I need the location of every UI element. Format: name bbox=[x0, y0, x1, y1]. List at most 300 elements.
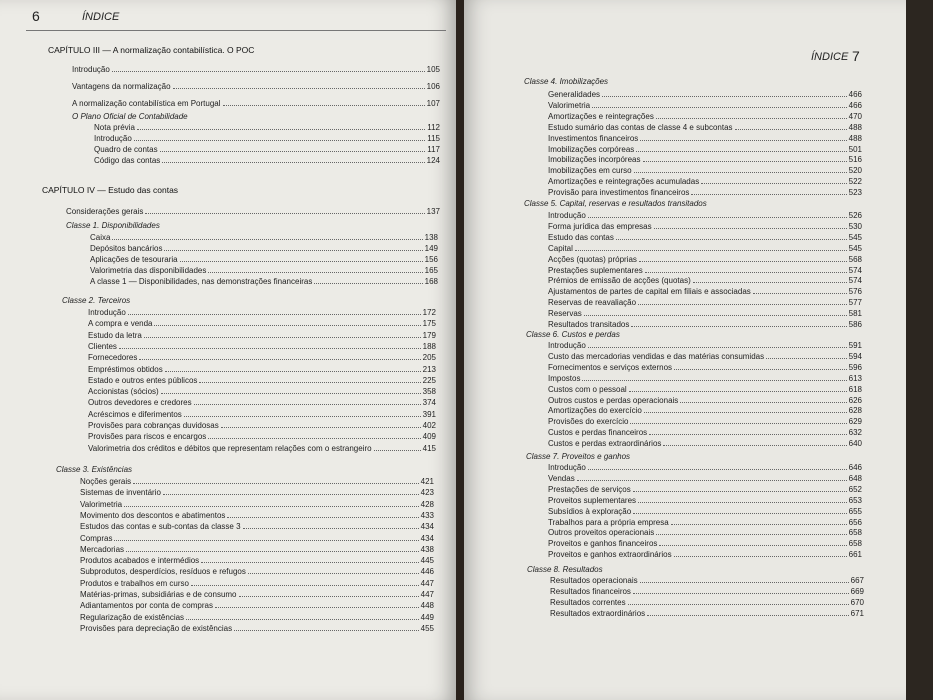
entry-label: Produtos e trabalhos em curso bbox=[80, 578, 189, 588]
toc-entry bbox=[548, 210, 862, 221]
entry-page: 402 bbox=[422, 421, 436, 430]
entry-page: 168 bbox=[424, 277, 438, 286]
dot-leader bbox=[647, 615, 848, 616]
entry-page: 594 bbox=[848, 351, 862, 361]
toc-entry bbox=[548, 176, 862, 187]
dot-leader bbox=[636, 151, 846, 152]
entry-label: Estado e outros entes públicos bbox=[88, 375, 198, 385]
toc-entry bbox=[548, 89, 862, 100]
dot-leader bbox=[114, 540, 418, 541]
entry-page: 646 bbox=[848, 463, 862, 472]
class-heading: Classe 2. Terceiros bbox=[62, 296, 131, 305]
dot-leader bbox=[173, 88, 425, 89]
toc-entry bbox=[548, 495, 862, 506]
toc-entry bbox=[94, 122, 440, 133]
entry-page: 640 bbox=[848, 439, 862, 449]
entry-page: 530 bbox=[848, 221, 862, 231]
entry-label: Capital bbox=[548, 243, 573, 253]
entry-label: Imobilizações incorpóreas bbox=[548, 155, 641, 165]
toc-entry bbox=[88, 375, 436, 386]
toc-entry bbox=[548, 275, 862, 286]
entry-page: 488 bbox=[848, 133, 862, 143]
entry-page: 628 bbox=[848, 406, 862, 416]
entry-label: A normalização contabilística em Portugal bbox=[72, 99, 221, 108]
entry-page: 106 bbox=[426, 82, 440, 91]
entry-label: Impostos bbox=[548, 373, 581, 383]
toc-entry bbox=[548, 187, 862, 198]
entry-page: 105 bbox=[426, 65, 440, 74]
toc-entry bbox=[548, 254, 862, 265]
entry-label: Adiantamentos por conta de compras bbox=[80, 601, 213, 611]
entry-page: 656 bbox=[848, 517, 862, 527]
toc-entry bbox=[90, 265, 438, 276]
toc-entry bbox=[90, 243, 438, 254]
dot-leader bbox=[575, 250, 847, 251]
entry-label: Outros devedores e credores bbox=[88, 398, 192, 408]
toc-entry bbox=[548, 243, 862, 254]
left-page bbox=[0, 0, 456, 700]
toc-entry bbox=[548, 165, 862, 176]
dot-leader bbox=[128, 314, 421, 315]
dot-leader bbox=[638, 304, 847, 305]
dot-leader bbox=[633, 593, 849, 594]
dot-leader bbox=[112, 239, 422, 240]
entry-page: 447 bbox=[420, 578, 434, 588]
entry-label: Introdução bbox=[548, 463, 586, 472]
toc-entry bbox=[548, 286, 862, 297]
entry-label: Movimento dos descontos e abatimentos bbox=[80, 510, 226, 520]
dot-leader bbox=[124, 506, 419, 507]
entry-label: Introdução bbox=[548, 341, 586, 350]
entry-label: Accionistas (sócios) bbox=[88, 387, 159, 397]
entry-label: Reservas bbox=[548, 309, 582, 319]
toc-entry bbox=[80, 589, 434, 600]
dot-leader bbox=[374, 450, 421, 451]
dot-leader bbox=[588, 469, 847, 470]
dot-leader bbox=[582, 380, 846, 381]
entry-label: Depósitos bancários bbox=[90, 244, 163, 253]
dot-leader bbox=[674, 556, 847, 557]
dot-leader bbox=[243, 528, 419, 529]
entry-label: Caixa bbox=[90, 233, 111, 242]
dot-leader bbox=[186, 619, 419, 620]
entry-label: Prémios de emissão de acções (quotas) bbox=[548, 276, 691, 286]
entry-page: 117 bbox=[427, 145, 440, 154]
toc-entry bbox=[548, 484, 862, 495]
section-heading: O Plano Oficial de Contabilidade bbox=[72, 112, 188, 121]
toc-entry bbox=[88, 443, 436, 454]
toc-entry bbox=[548, 395, 862, 406]
dot-leader bbox=[227, 517, 418, 518]
entry-label: Fornecimentos e serviços externos bbox=[548, 362, 673, 372]
toc-entry bbox=[548, 111, 862, 122]
entry-label: A classe 1 — Disponibilidades, nas demonstrações financeiras bbox=[90, 277, 313, 286]
entry-page: 138 bbox=[424, 233, 438, 242]
entry-page: 669 bbox=[850, 586, 864, 596]
entry-page: 172 bbox=[422, 308, 436, 317]
dot-leader bbox=[215, 607, 419, 608]
entry-label: Proveitos suplementares bbox=[548, 495, 637, 505]
entry-label: Acréscimos e diferimentos bbox=[88, 409, 182, 419]
toc-entry bbox=[90, 276, 438, 287]
entry-page: 658 bbox=[848, 528, 862, 538]
class-heading: Classe 6. Custos e perdas bbox=[526, 330, 620, 339]
dot-leader bbox=[139, 359, 420, 360]
entry-page: 428 bbox=[420, 499, 434, 509]
entry-page: 629 bbox=[848, 417, 862, 427]
dot-leader bbox=[180, 261, 423, 262]
dot-leader bbox=[644, 412, 847, 413]
entry-page: 586 bbox=[848, 320, 862, 329]
dot-leader bbox=[693, 282, 847, 283]
entry-page: 632 bbox=[848, 428, 862, 438]
dot-leader bbox=[191, 585, 419, 586]
toc-entry bbox=[80, 487, 434, 498]
entry-page: 124 bbox=[426, 156, 440, 165]
dot-leader bbox=[165, 371, 421, 372]
dot-leader bbox=[654, 228, 847, 229]
entry-page: 156 bbox=[424, 255, 438, 264]
entry-page: 545 bbox=[848, 243, 862, 253]
toc-entry bbox=[548, 517, 862, 528]
entry-page: 115 bbox=[427, 134, 440, 143]
toc-entry bbox=[88, 397, 436, 408]
toc-entry bbox=[80, 499, 434, 510]
toc-entry bbox=[88, 364, 436, 375]
entry-page: 667 bbox=[850, 576, 864, 585]
entry-label: Introdução bbox=[548, 211, 586, 220]
toc-entry bbox=[548, 154, 862, 165]
toc-entry bbox=[548, 549, 862, 560]
dot-leader bbox=[137, 129, 425, 130]
toc-entry bbox=[90, 254, 438, 265]
dot-leader bbox=[588, 347, 847, 348]
entry-page: 391 bbox=[422, 409, 436, 419]
class-heading: Classe 4. Imobilizações bbox=[524, 77, 609, 86]
entry-page: 613 bbox=[848, 373, 862, 383]
entry-page: 446 bbox=[420, 567, 434, 577]
entry-page: 179 bbox=[422, 330, 436, 340]
entry-label: Mercadorias bbox=[80, 544, 125, 554]
dot-leader bbox=[633, 513, 846, 514]
entry-page: 466 bbox=[848, 90, 862, 99]
entry-label: Resultados operacionais bbox=[550, 576, 638, 585]
toc-entry bbox=[88, 431, 436, 442]
entry-label: Generalidades bbox=[548, 90, 601, 99]
toc-entry bbox=[80, 612, 434, 623]
dot-leader bbox=[735, 129, 847, 130]
toc-entry bbox=[72, 64, 440, 75]
entry-page: 655 bbox=[848, 506, 862, 516]
dot-leader bbox=[645, 272, 847, 273]
dot-leader bbox=[640, 582, 849, 583]
entry-label: Valorimetria bbox=[548, 100, 591, 110]
entry-page: 188 bbox=[422, 341, 436, 351]
dot-leader bbox=[577, 480, 847, 481]
entry-label: Prestações de serviços bbox=[548, 484, 631, 494]
entry-label: Vendas bbox=[548, 473, 575, 483]
dot-leader bbox=[126, 551, 419, 552]
toc-entry bbox=[548, 506, 862, 517]
right-page bbox=[464, 0, 906, 700]
entry-page: 581 bbox=[848, 309, 862, 319]
dot-leader bbox=[162, 162, 424, 163]
entry-label: Compras bbox=[80, 533, 113, 543]
dot-leader bbox=[663, 445, 846, 446]
dot-leader bbox=[630, 423, 846, 424]
dot-leader bbox=[592, 107, 847, 108]
entry-page: 670 bbox=[850, 597, 864, 607]
chapter-title: CAPÍTULO III — A normalização contabilística. O POC bbox=[48, 45, 255, 55]
toc-entry bbox=[548, 538, 862, 549]
dot-leader bbox=[633, 491, 847, 492]
entry-page: 671 bbox=[850, 608, 864, 618]
entry-label: Reservas de reavaliação bbox=[548, 298, 637, 308]
dot-leader bbox=[656, 534, 846, 535]
toc-entry bbox=[66, 206, 440, 217]
toc-entry bbox=[550, 597, 864, 608]
entry-page: 434 bbox=[420, 522, 434, 532]
dot-leader bbox=[701, 183, 846, 184]
entry-page: 661 bbox=[848, 550, 862, 560]
dot-leader bbox=[680, 402, 846, 403]
entry-page: 438 bbox=[420, 544, 434, 554]
entry-page: 577 bbox=[848, 298, 862, 308]
dot-leader bbox=[161, 393, 421, 394]
entry-label: Provisões para cobranças duvidosas bbox=[88, 421, 219, 430]
toc-entry bbox=[88, 318, 436, 329]
toc-entry bbox=[548, 351, 862, 362]
dot-leader bbox=[674, 369, 847, 370]
dot-leader bbox=[638, 502, 847, 503]
toc-entry bbox=[80, 521, 434, 532]
entry-page: 618 bbox=[848, 384, 862, 394]
toc-entry bbox=[72, 81, 440, 92]
toc-entry bbox=[548, 405, 862, 416]
header-rule bbox=[26, 30, 446, 31]
entry-page: 470 bbox=[848, 111, 862, 121]
toc-entry bbox=[548, 438, 862, 449]
entry-label: Provisões para riscos e encargos bbox=[88, 432, 207, 442]
toc-entry bbox=[548, 122, 862, 133]
toc-entry bbox=[88, 386, 436, 397]
entry-label: Imobilizações corpóreas bbox=[548, 144, 635, 154]
class-heading: Classe 5. Capital, reservas e resultados transitados bbox=[524, 199, 707, 208]
toc-entry bbox=[548, 527, 862, 538]
entry-page: 652 bbox=[848, 484, 862, 494]
toc-entry bbox=[550, 608, 864, 619]
entry-page: 447 bbox=[420, 590, 434, 599]
entry-page: 648 bbox=[848, 473, 862, 483]
toc-entry bbox=[548, 340, 862, 351]
dot-leader bbox=[671, 524, 847, 525]
dot-leader bbox=[119, 348, 421, 349]
entry-page: 574 bbox=[848, 265, 862, 275]
entry-label: Custo das mercadorias vendidas e das matérias consumidas bbox=[548, 351, 765, 361]
entry-label: Resultados financeiros bbox=[550, 586, 631, 596]
entry-page: 520 bbox=[848, 166, 862, 176]
toc-entry bbox=[88, 307, 436, 318]
entry-page: 488 bbox=[848, 122, 862, 132]
toc-entry bbox=[72, 98, 440, 109]
dot-leader bbox=[234, 630, 419, 631]
entry-label: Estudo sumário das contas de classe 4 e subcontas bbox=[548, 122, 733, 132]
entry-page: 449 bbox=[420, 612, 434, 622]
entry-label: Provisão para investimentos financeiros bbox=[548, 188, 690, 198]
dot-leader bbox=[163, 494, 419, 495]
entry-label: Considerações gerais bbox=[66, 207, 144, 216]
entry-page: 591 bbox=[848, 341, 862, 350]
entry-label: Acções (quotas) próprias bbox=[548, 254, 637, 264]
toc-entry bbox=[88, 409, 436, 420]
entry-page: 107 bbox=[426, 99, 440, 108]
toc-entry bbox=[80, 566, 434, 577]
entry-page: 213 bbox=[422, 364, 436, 374]
running-head: ÍNDICE bbox=[82, 11, 120, 23]
entry-label: Amortizações e reintegrações acumuladas bbox=[548, 177, 700, 187]
entry-page: 409 bbox=[422, 432, 436, 442]
book-gutter bbox=[456, 0, 464, 700]
entry-label: Proveitos e ganhos extraordinários bbox=[548, 550, 672, 560]
toc-entry bbox=[548, 144, 862, 155]
toc-entry bbox=[80, 555, 434, 566]
entry-label: Valorimetria bbox=[80, 499, 123, 509]
dot-leader bbox=[649, 434, 846, 435]
entry-label: Provisões para depreciação de existências bbox=[80, 623, 233, 633]
entry-page: 522 bbox=[848, 177, 862, 187]
entry-label: Estudo das contas bbox=[548, 232, 614, 242]
entry-page: 415 bbox=[422, 443, 436, 453]
entry-page: 137 bbox=[426, 207, 440, 216]
entry-page: 568 bbox=[848, 254, 862, 264]
class-heading: Classe 3. Existências bbox=[56, 465, 133, 474]
entry-label: Empréstimos obtidos bbox=[88, 364, 163, 374]
entry-page: 574 bbox=[848, 276, 862, 286]
toc-entry bbox=[88, 420, 436, 431]
entry-page: 576 bbox=[848, 287, 862, 297]
toc-entry bbox=[548, 373, 862, 384]
entry-label: Vantagens da normalização bbox=[72, 82, 171, 91]
dot-leader bbox=[634, 172, 847, 173]
dot-leader bbox=[588, 217, 847, 218]
entry-page: 526 bbox=[848, 211, 862, 220]
toc-entry bbox=[548, 427, 862, 438]
dot-leader bbox=[602, 96, 847, 97]
toc-entry bbox=[548, 473, 862, 484]
page-number: 6 bbox=[32, 8, 40, 24]
toc-entry bbox=[80, 533, 434, 544]
toc-entry bbox=[80, 544, 434, 555]
dot-leader bbox=[112, 71, 425, 72]
entry-label: Forma jurídica das empresas bbox=[548, 221, 652, 231]
dot-leader bbox=[164, 250, 422, 251]
toc-entry bbox=[548, 297, 862, 308]
dot-leader bbox=[643, 161, 847, 162]
toc-entry bbox=[548, 133, 862, 144]
entry-label: Estudo da letra bbox=[88, 330, 142, 340]
entry-label: Introdução bbox=[88, 308, 126, 317]
toc-entry bbox=[88, 341, 436, 352]
entry-page: 434 bbox=[420, 533, 434, 543]
dot-leader bbox=[753, 293, 847, 294]
entry-label: Outros proveitos operacionais bbox=[548, 528, 655, 538]
entry-label: Estudos das contas e sub-contas da classe 3 bbox=[80, 522, 241, 532]
toc-entry bbox=[548, 416, 862, 427]
entry-label: Outros custos e perdas operacionais bbox=[548, 395, 679, 405]
entry-label: Quadro de contas bbox=[94, 145, 158, 154]
class-heading: Classe 8. Resultados bbox=[527, 565, 603, 574]
dot-leader bbox=[145, 213, 424, 214]
toc-entry bbox=[80, 510, 434, 521]
entry-page: 501 bbox=[848, 144, 862, 154]
entry-page: 358 bbox=[422, 387, 436, 397]
chapter-title: CAPÍTULO IV — Estudo das contas bbox=[42, 185, 179, 195]
entry-label: Imobilizações em curso bbox=[548, 166, 632, 176]
running-head: ÍNDICE bbox=[811, 51, 849, 63]
entry-page: 149 bbox=[424, 244, 438, 253]
entry-label: Produtos acabados e intermédios bbox=[80, 556, 200, 566]
entry-label: Introdução bbox=[72, 65, 110, 74]
dot-leader bbox=[628, 604, 849, 605]
entry-page: 653 bbox=[848, 495, 862, 505]
entry-page: 112 bbox=[427, 123, 440, 132]
dot-leader bbox=[239, 596, 419, 597]
entry-page: 658 bbox=[848, 539, 862, 549]
toc-entry bbox=[550, 586, 864, 597]
entry-page: 374 bbox=[422, 398, 436, 408]
entry-label: Resultados correntes bbox=[550, 597, 626, 607]
entry-page: 545 bbox=[848, 232, 862, 242]
toc-entry bbox=[94, 133, 440, 144]
entry-label: Investimentos financeiros bbox=[548, 133, 639, 143]
entry-label: Clientes bbox=[88, 341, 117, 351]
entry-page: 165 bbox=[424, 266, 438, 275]
toc-entry bbox=[550, 575, 864, 586]
dot-leader bbox=[208, 272, 422, 273]
entry-label: Subsídios à exploração bbox=[548, 506, 632, 516]
dot-leader bbox=[194, 404, 421, 405]
entry-label: Provisões do exercício bbox=[548, 417, 629, 427]
dot-leader bbox=[691, 194, 846, 195]
toc-entry bbox=[90, 232, 438, 243]
toc-entry bbox=[548, 308, 862, 319]
toc-entry bbox=[548, 100, 862, 111]
dot-leader bbox=[766, 358, 847, 359]
entry-label: Aplicações de tesouraria bbox=[90, 255, 178, 264]
toc-entry bbox=[88, 352, 436, 363]
entry-label: Amortizações do exercício bbox=[548, 406, 642, 416]
entry-page: 523 bbox=[848, 188, 862, 198]
entry-label: Sistemas de inventário bbox=[80, 488, 161, 498]
toc-entry bbox=[548, 384, 862, 395]
dot-leader bbox=[221, 427, 421, 428]
toc-entry bbox=[80, 600, 434, 611]
entry-page: 421 bbox=[420, 477, 434, 486]
entry-label: Proveitos e ganhos financeiros bbox=[548, 539, 658, 549]
toc-entry bbox=[548, 232, 862, 243]
dot-leader bbox=[656, 118, 847, 119]
toc-entry bbox=[80, 476, 434, 487]
toc-entry bbox=[94, 144, 440, 155]
toc-entry bbox=[548, 362, 862, 373]
entry-label: Amortizações e reintegrações bbox=[548, 111, 654, 121]
entry-label: Valorimetria dos créditos e débitos que representam relações com o estrangeiro bbox=[88, 443, 372, 453]
entry-label: A compra e venda bbox=[88, 319, 153, 329]
entry-label: Trabalhos para a própria empresa bbox=[548, 517, 669, 527]
dot-leader bbox=[133, 483, 419, 484]
entry-page: 596 bbox=[848, 362, 862, 372]
toc-entry bbox=[548, 221, 862, 232]
